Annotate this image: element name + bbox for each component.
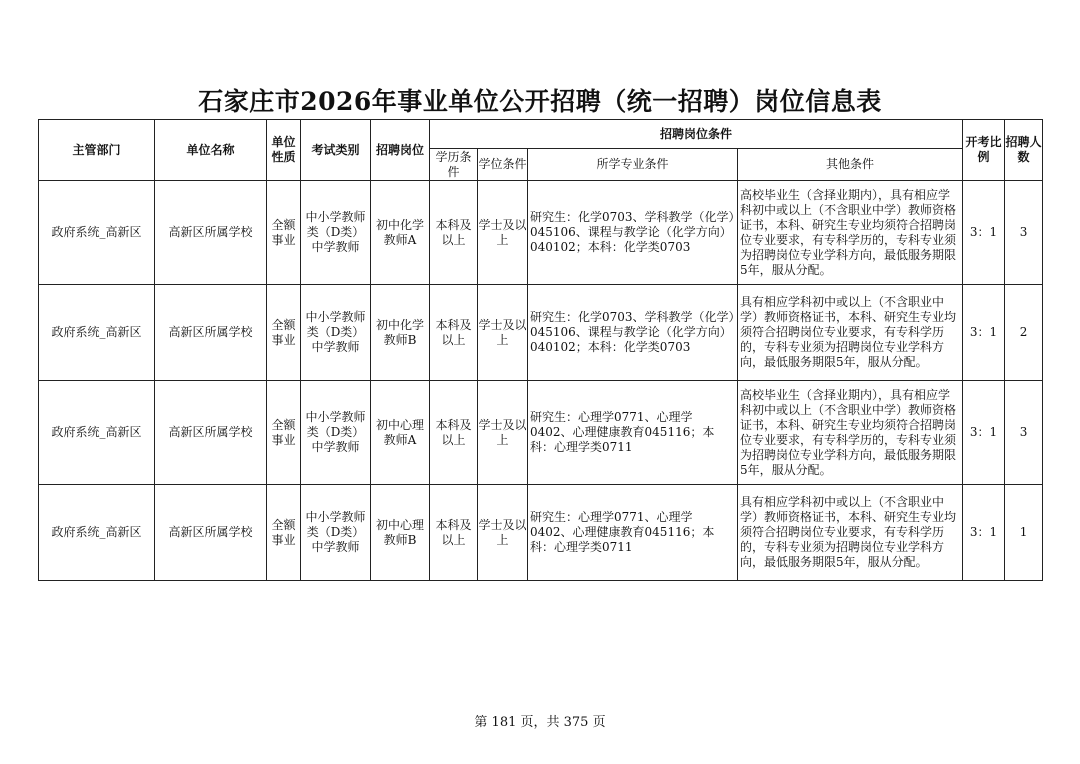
cell-dept: 政府系统_高新区 — [39, 181, 155, 285]
cell-position: 初中化学教师B — [371, 285, 430, 381]
cell-count: 2 — [1005, 285, 1043, 381]
cell-major: 研究生：化学0703、学科教学（化学）045106、课程与教学论（化学方向）040102；本科：化学类0703 — [528, 285, 738, 381]
cell-degree: 学士及以上 — [478, 485, 528, 581]
header-exam-type: 考试类别 — [301, 120, 371, 181]
cell-position: 初中心理教师B — [371, 485, 430, 581]
cell-degree: 学士及以上 — [478, 285, 528, 381]
cell-education: 本科及以上 — [430, 485, 478, 581]
cell-major: 研究生：心理学0771、心理学0402、心理健康教育045116；本科：心理学类0711 — [528, 485, 738, 581]
cell-nature: 全额事业 — [267, 485, 301, 581]
cell-ratio: 3：1 — [963, 381, 1005, 485]
header-position: 招聘岗位 — [371, 120, 430, 181]
cell-other: 具有相应学科初中或以上（不含职业中学）教师资格证书，本科、研究生专业均须符合招聘岗位专业要求，有专科学历的，专科专业须为招聘岗位专业学科方向，最低服务期限5年，服从分配。 — [738, 485, 963, 581]
cell-unit: 高新区所属学校 — [155, 181, 267, 285]
cell-education: 本科及以上 — [430, 285, 478, 381]
cell-count: 1 — [1005, 485, 1043, 581]
cell-exam-type: 中小学教师类（D类）中学教师 — [301, 285, 371, 381]
cell-other: 高校毕业生（含择业期内），具有相应学科初中或以上（不含职业中学）教师资格证书，本科、研究生专业均须符合招聘岗位专业要求，有专科学历的，专科专业须为招聘岗位专业学科方向，最低服务期限5年，服从分配。 — [738, 181, 963, 285]
cell-unit: 高新区所属学校 — [155, 285, 267, 381]
cell-dept: 政府系统_高新区 — [39, 485, 155, 581]
header-conditions: 招聘岗位条件 — [430, 120, 963, 149]
cell-count: 3 — [1005, 181, 1043, 285]
position-table — [38, 119, 1043, 581]
cell-other: 具有相应学科初中或以上（不含职业中学）教师资格证书，本科、研究生专业均须符合招聘岗位专业要求，有专科学历的，专科专业须为招聘岗位专业学科方向，最低服务期限5年，服从分配。 — [738, 285, 963, 381]
cell-position: 初中化学教师A — [371, 181, 430, 285]
cell-dept: 政府系统_高新区 — [39, 381, 155, 485]
header-ratio: 开考比例 — [963, 120, 1005, 181]
cell-major: 研究生：化学0703、学科教学（化学）045106、课程与教学论（化学方向）040102；本科：化学类0703 — [528, 181, 738, 285]
cell-exam-type: 中小学教师类（D类）中学教师 — [301, 485, 371, 581]
header-major: 所学专业条件 — [528, 149, 738, 181]
page-title: 石家庄市2026年事业单位公开招聘（统一招聘）岗位信息表 — [198, 87, 882, 116]
cell-exam-type: 中小学教师类（D类）中学教师 — [301, 181, 371, 285]
cell-ratio: 3：1 — [963, 181, 1005, 285]
cell-ratio: 3：1 — [963, 285, 1005, 381]
cell-major: 研究生：心理学0771、心理学0402、心理健康教育045116；本科：心理学类0711 — [528, 381, 738, 485]
cell-exam-type: 中小学教师类（D类）中学教师 — [301, 381, 371, 485]
cell-education: 本科及以上 — [430, 181, 478, 285]
cell-degree: 学士及以上 — [478, 181, 528, 285]
table-row — [39, 181, 1043, 285]
cell-nature: 全额事业 — [267, 285, 301, 381]
table-row — [39, 285, 1043, 381]
cell-ratio: 3：1 — [963, 485, 1005, 581]
header-education: 学历条件 — [430, 149, 478, 181]
header-count: 招聘人数 — [1005, 120, 1043, 181]
cell-position: 初中心理教师A — [371, 381, 430, 485]
header-unit: 单位名称 — [155, 120, 267, 181]
table-row — [39, 485, 1043, 581]
table-row — [39, 381, 1043, 485]
cell-nature: 全额事业 — [267, 381, 301, 485]
header-nature: 单位性质 — [267, 120, 301, 181]
cell-education: 本科及以上 — [430, 381, 478, 485]
header-degree: 学位条件 — [478, 149, 528, 181]
header-dept: 主管部门 — [39, 120, 155, 181]
header-other: 其他条件 — [738, 149, 963, 181]
cell-dept: 政府系统_高新区 — [39, 285, 155, 381]
cell-degree: 学士及以上 — [478, 381, 528, 485]
cell-nature: 全额事业 — [267, 181, 301, 285]
cell-other: 高校毕业生（含择业期内），具有相应学科初中或以上（不含职业中学）教师资格证书，本科、研究生专业均须符合招聘岗位专业要求，有专科学历的，专科专业须为招聘岗位专业学科方向，最低服务期限5年，服从分配。 — [738, 381, 963, 485]
cell-unit: 高新区所属学校 — [155, 381, 267, 485]
cell-count: 3 — [1005, 381, 1043, 485]
cell-unit: 高新区所属学校 — [155, 485, 267, 581]
page-number: 第 181 页，共 375 页 — [474, 715, 606, 730]
